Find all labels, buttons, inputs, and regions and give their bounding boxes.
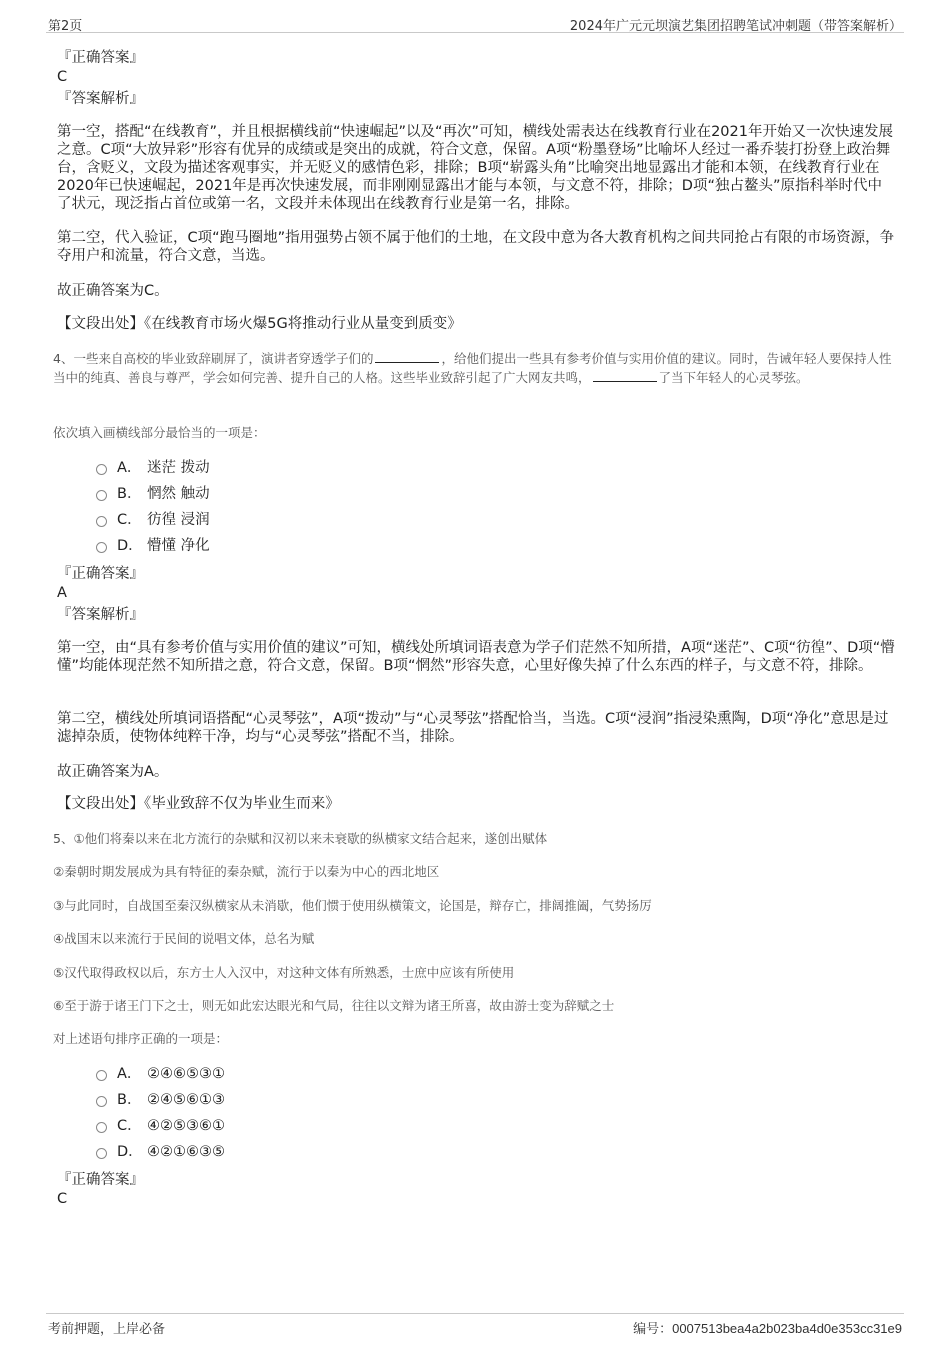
radio-button[interactable] bbox=[96, 1096, 107, 1107]
option-a[interactable]: A． ②④⑥⑤③① bbox=[96, 1064, 225, 1084]
answer-label: 『正确答案』 bbox=[57, 566, 144, 582]
analysis-paragraph: 第一空，搭配“在线教育”，并且根据横线前“快速崛起”以及“再次”可知，横线处需表达在线教育行业在2021年开始又一次快速发展之意。C项“大放异彩”形容有优异的成绩或是突出的成就，符合文意，保留。A项“粉墨登场”比喻坏人经过一番乔装打扮登上政治舞台，含贬义，文段为描述客观事实，并无贬义的感情色彩，排除；B项“崭露头角”比喻突出地显露出才能和本领，在线教育行业在2020年已快速崛起，2021年是再次快速发展，而非刚刚显露出才能与本领，与文意不符，排除；D项“独占鳌头”原指科举时代中了状元，现泛指占首位或第一名，文段并未体现出在线教育行业是第一名，排除。 bbox=[57, 124, 893, 212]
page-footer bbox=[46, 1313, 904, 1337]
analysis-conclusion: 故正确答案为A。 bbox=[57, 764, 169, 780]
option-c[interactable]: C． 彷徨 浸润 bbox=[96, 510, 210, 530]
option-c[interactable]: C． ④②⑤③⑥① bbox=[96, 1116, 225, 1136]
passage-source: 【文段出处】《毕业致辞不仅为毕业生而来》 bbox=[57, 796, 340, 812]
option-a[interactable]: A． 迷茫 拨动 bbox=[96, 458, 210, 478]
page-number: 第2页 bbox=[48, 19, 83, 34]
page-header bbox=[46, 12, 904, 33]
sentence-item: 5、①他们将秦以来在北方流行的杂赋和汉初以来未衰歇的纵横家文结合起来，遂创出赋体 bbox=[53, 831, 548, 846]
question-stem: 4、一些来自高校的毕业致辞刷屏了，演讲者穿透学子们的 ，给他们提出一些具有参考价值与实用价值的建议。同时，告诫年轻人要保持人性当中的纯真、善良与尊严，学会如何完善、提升自己的人格。这些毕业致辞引起了广大网友共鸣， 了当下年轻人的心灵琴弦。 bbox=[53, 351, 892, 385]
radio-button[interactable] bbox=[96, 464, 107, 475]
radio-button[interactable] bbox=[96, 1122, 107, 1133]
sentence-item: ④战国末以来流行于民间的说唱文体，总名为赋 bbox=[53, 931, 315, 946]
analysis-paragraph: 第一空，由“具有参考价值与实用价值的建议”可知，横线处所填词语表意为学子们茫然不知所措，A项“迷茫”、C项“彷徨”、D项“懵懂”均能体现茫然不知所措之意，符合文意，保留。B项“惘然”形容失意，心里好像失掉了什么东西的样子，与文意不符，排除。 bbox=[57, 640, 895, 674]
option-b[interactable]: B． ②④⑤⑥①③ bbox=[96, 1090, 225, 1110]
radio-button[interactable] bbox=[96, 490, 107, 501]
answer-value: C bbox=[57, 1191, 68, 1207]
sentence-item: ②秦朝时期发展成为具有特征的秦杂赋，流行于以秦为中心的西北地区 bbox=[53, 864, 440, 879]
answer-label: 『正确答案』 bbox=[57, 50, 144, 66]
option-b[interactable]: B． 惘然 触动 bbox=[96, 484, 210, 504]
question-instruction: 依次填入画横线部分最恰当的一项是： bbox=[53, 425, 266, 440]
document-title: 2024年广元元坝演艺集团招聘笔试冲刺题（带答案解析） bbox=[569, 19, 902, 34]
radio-button[interactable] bbox=[96, 1148, 107, 1159]
analysis-conclusion: 故正确答案为C。 bbox=[57, 283, 169, 299]
radio-button[interactable] bbox=[96, 1070, 107, 1081]
fill-blank bbox=[375, 350, 439, 363]
answer-value: A bbox=[57, 585, 67, 601]
footer-slogan: 考前押题，上岸必备 bbox=[48, 1322, 166, 1337]
passage-source: 【文段出处】《在线教育市场火爆5G将推动行业从量变到质变》 bbox=[57, 316, 462, 332]
document-id: 编号：0007513bea4a2b023ba4d0e353cc31e9 bbox=[633, 1321, 902, 1337]
sentence-item: ③与此同时，自战国至秦汉纵横家从未消歇，他们惯于使用纵横策文，论国是，辩存亡，排阔推阖，气势扬厉 bbox=[53, 898, 652, 913]
option-d[interactable]: D． 懵懂 净化 bbox=[96, 536, 210, 556]
answer-value: C bbox=[57, 69, 68, 85]
analysis-label: 『答案解析』 bbox=[57, 91, 144, 107]
analysis-paragraph: 第二空，横线处所填词语搭配“心灵琴弦”，A项“拨动”与“心灵琴弦”搭配恰当，当选。C项“浸润”指浸染熏陶，D项“净化”意思是过滤掉杂质，使物体纯粹干净，均与“心灵琴弦”搭配不当，排除。 bbox=[57, 711, 889, 745]
analysis-label: 『答案解析』 bbox=[57, 607, 144, 623]
analysis-paragraph: 第二空，代入验证，C项“跑马圈地”指用强势占领不属于他们的土地，在文段中意为各大教育机构之间共同抢占有限的市场资源，争夺用户和流量，符合文意，当选。 bbox=[57, 230, 895, 264]
fill-blank bbox=[593, 369, 657, 382]
radio-button[interactable] bbox=[96, 516, 107, 527]
sentence-item: ⑥至于游于诸王门下之士，则无如此宏达眼光和气局，往往以文辩为诸王所喜，故由游士变为辞赋之士 bbox=[53, 998, 615, 1013]
radio-button[interactable] bbox=[96, 542, 107, 553]
sentence-item: ⑤汉代取得政权以后，东方士人入汉中，对这种文体有所熟悉，士庶中应该有所使用 bbox=[53, 965, 515, 980]
answer-label: 『正确答案』 bbox=[57, 1172, 144, 1188]
option-d[interactable]: D． ④②①⑥③⑤ bbox=[96, 1142, 225, 1162]
question-instruction: 对上述语句排序正确的一项是： bbox=[53, 1031, 229, 1046]
